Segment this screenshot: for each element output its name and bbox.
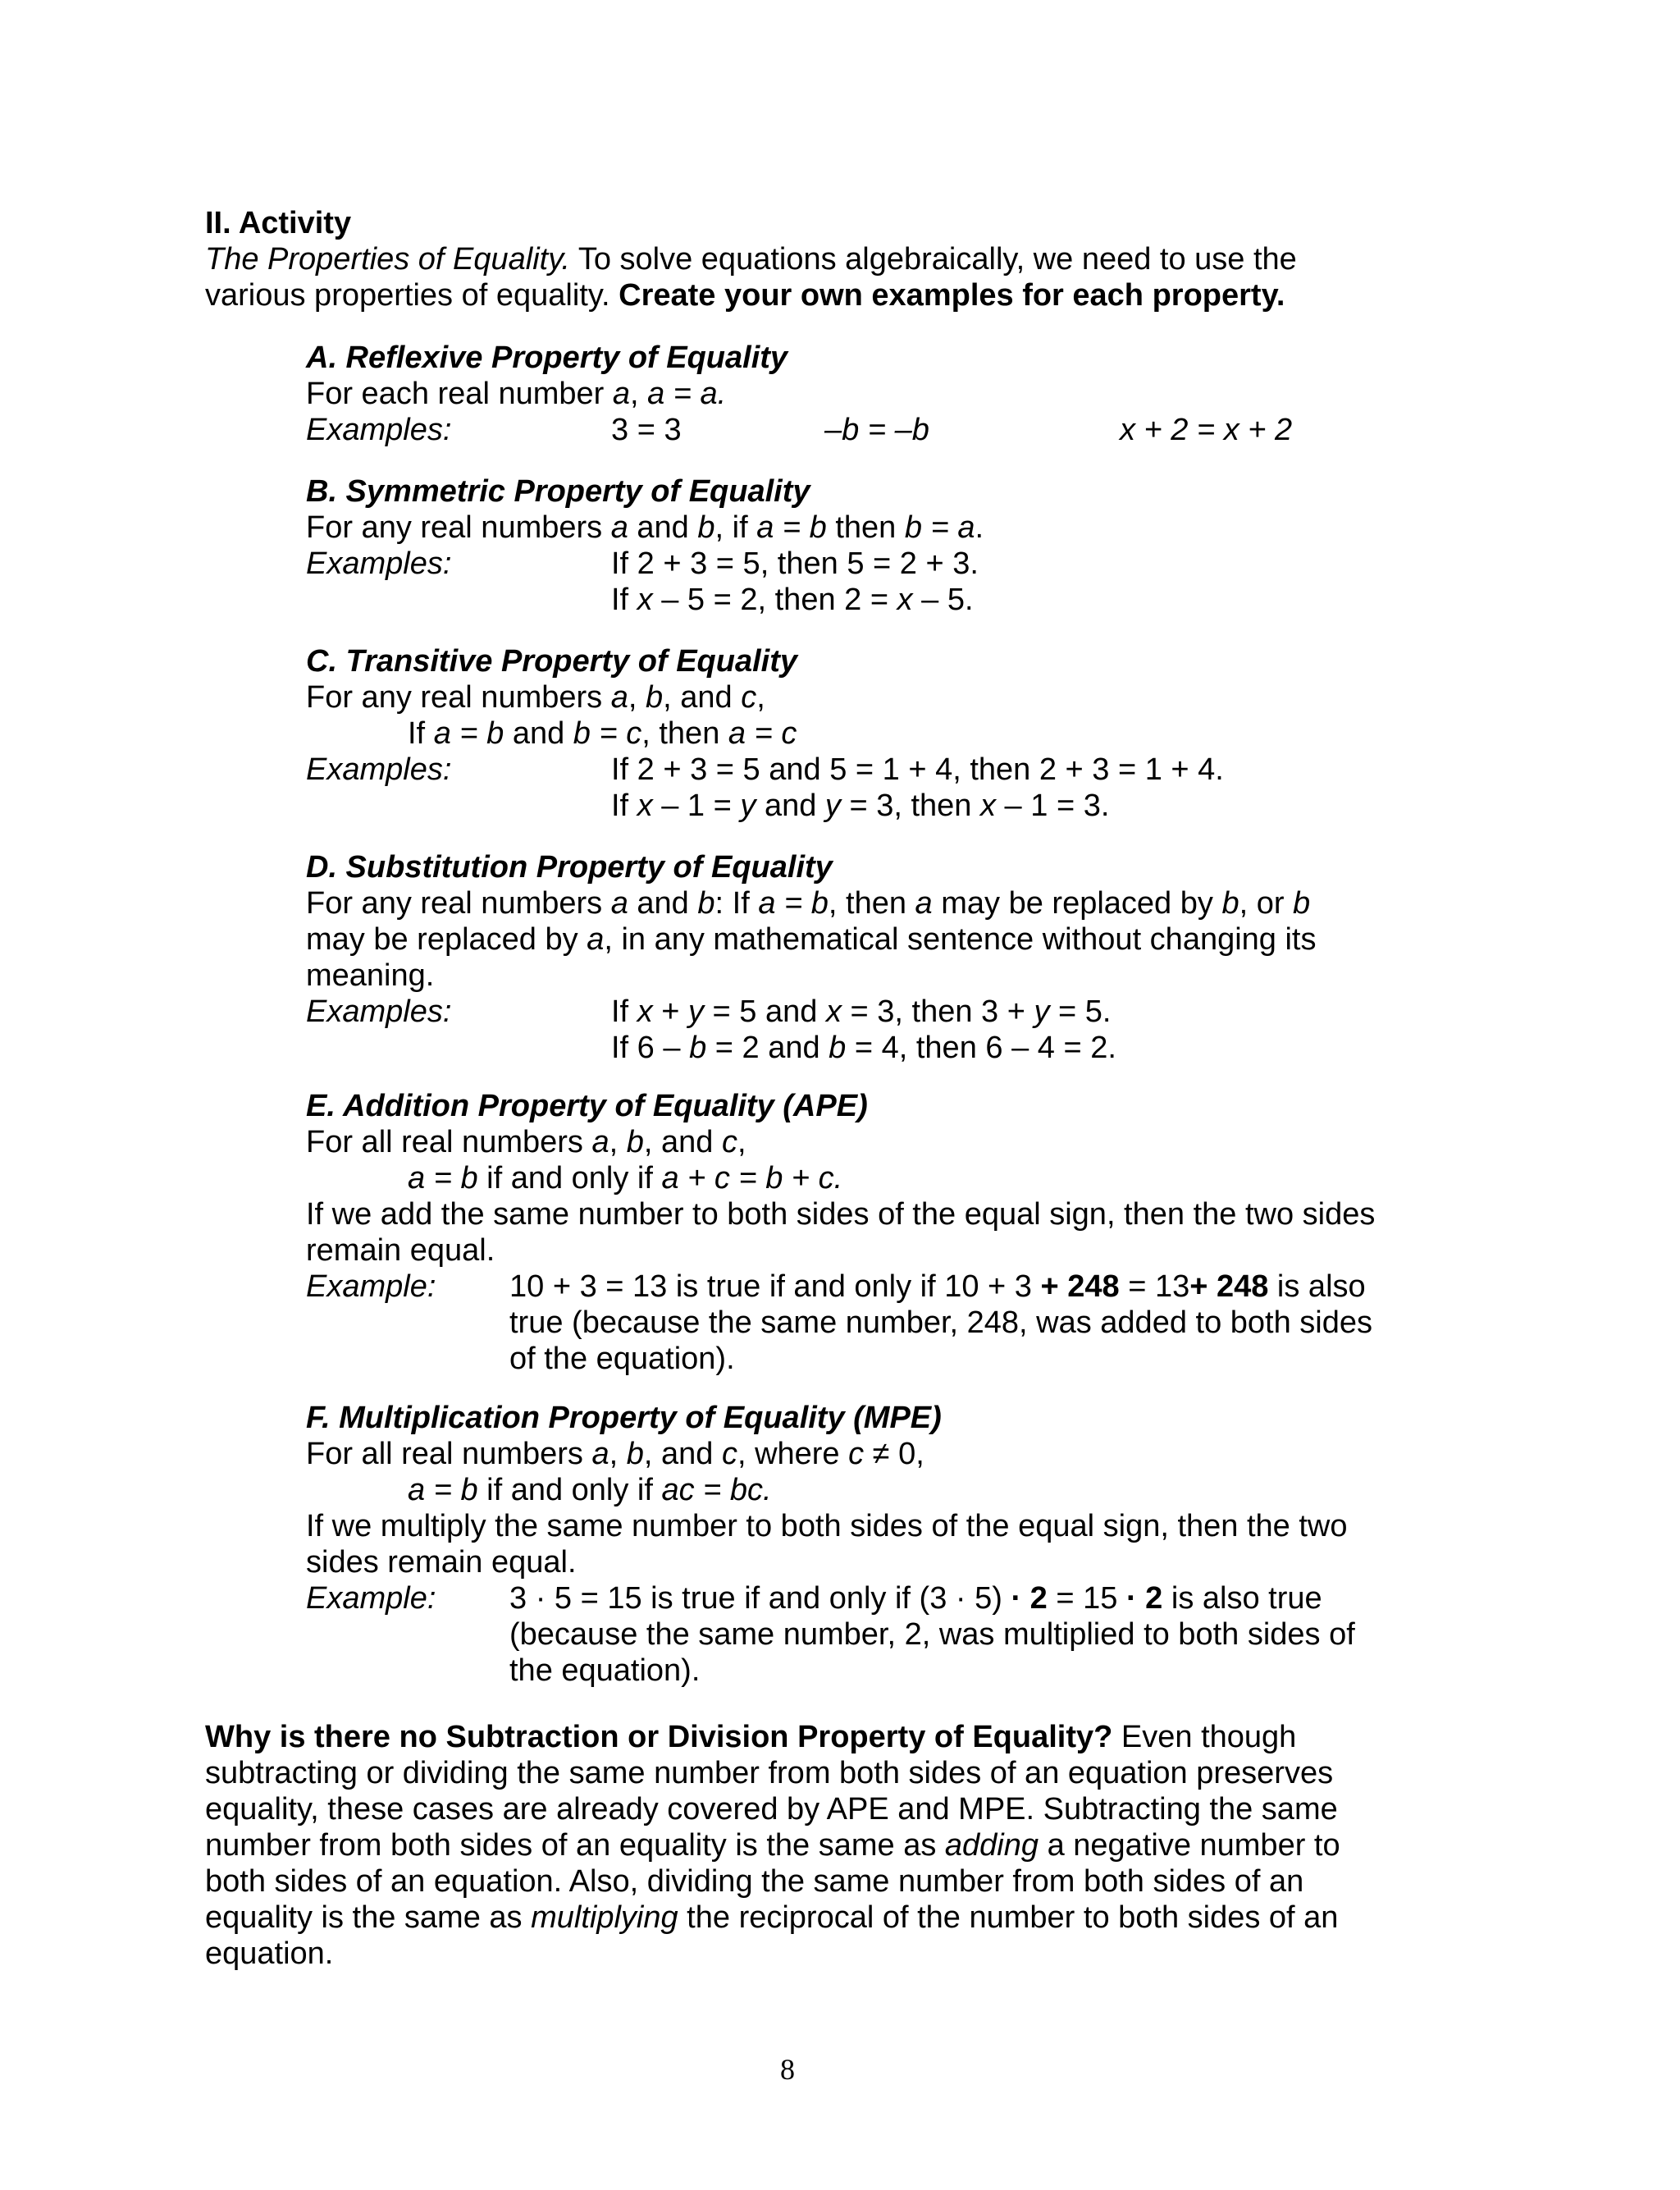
why-line-2: subtracting or dividing the same number from both sides of an equation preserves <box>205 1756 1334 1790</box>
intro-instruction: Create your own examples for each property. <box>619 278 1285 313</box>
bold-term: + 248 <box>1040 1269 1120 1304</box>
var: x <box>637 583 653 617</box>
text: , <box>737 1125 746 1159</box>
property-b-example-2 <box>611 582 974 618</box>
var: b <box>689 1031 707 1065</box>
intro-line-2 <box>205 277 1285 313</box>
property-d-definition-line-3: meaning. <box>306 958 435 993</box>
var: a = b <box>408 1473 478 1507</box>
property-e-definition <box>306 1124 746 1160</box>
text: = 5 and <box>704 994 826 1029</box>
why-line-4 <box>205 1827 1340 1863</box>
text: and <box>628 510 698 545</box>
var: c <box>741 680 757 715</box>
var: b <box>626 1125 644 1159</box>
var: y <box>1034 994 1050 1029</box>
property-f-example-line-2: (because the same number, 2, was multiplied to both sides of <box>509 1617 1355 1652</box>
var: a <box>610 510 628 545</box>
var: c <box>721 1125 737 1159</box>
property-a-example-3: x + 2 = x + 2 <box>1120 413 1293 447</box>
var: x <box>980 789 996 823</box>
text: , where <box>737 1437 849 1471</box>
text: = 4, then 6 – 4 = 2. <box>846 1031 1116 1065</box>
text: ≠ 0, <box>864 1437 924 1471</box>
text: For each real number <box>306 377 613 411</box>
bold-term: · 2 <box>1011 1581 1048 1616</box>
text: , and <box>643 1125 722 1159</box>
property-a-title: A. Reflexive Property of Equality <box>306 341 788 375</box>
property-c-rule <box>408 716 797 752</box>
text: = 2 and <box>706 1031 829 1065</box>
text: If <box>611 789 637 823</box>
var: a <box>610 886 628 921</box>
property-f-example-line-3: the equation). <box>509 1653 701 1688</box>
property-e-example-line-1 <box>509 1269 1366 1305</box>
text: , and <box>643 1437 722 1471</box>
property-f-text-line-1: If we multiply the same number to both sides of the equal sign, then the two <box>306 1509 1348 1543</box>
var: y <box>688 994 704 1029</box>
why-line-1 <box>205 1719 1296 1755</box>
var: x <box>825 994 842 1029</box>
property-a-example-2: –b = –b <box>824 413 929 447</box>
property-d-title: D. Substitution Property of Equality <box>306 850 833 885</box>
intro-rest: To solve equations algebraically, we need to use the <box>569 242 1297 277</box>
var: a <box>610 680 628 715</box>
property-e-example-line-2: true (because the same number, 248, was added to both sides <box>509 1305 1372 1340</box>
text: a negative number to <box>1039 1828 1340 1863</box>
text: , <box>609 1125 627 1159</box>
text: number from both sides of an equality is the same as <box>205 1828 945 1863</box>
var: a = b <box>408 1161 478 1196</box>
var: a = a. <box>647 377 727 411</box>
text: – 5 = 2, then 2 = <box>652 583 897 617</box>
property-c-example-1: If 2 + 3 = 5 and 5 = 1 + 4, then 2 + 3 = 1 + 4. <box>611 752 1224 787</box>
var: a = b <box>758 886 829 921</box>
text: , then <box>641 716 728 751</box>
var: a <box>587 922 605 957</box>
var: y <box>740 789 756 823</box>
var: a <box>612 377 630 411</box>
text: = 5. <box>1049 994 1112 1029</box>
text: and <box>504 716 573 751</box>
property-f-example-label: Example: <box>306 1581 436 1616</box>
property-d-examples-label: Examples: <box>306 994 452 1029</box>
intro-line-1 <box>205 241 1297 277</box>
var: a + c = b + c. <box>661 1161 843 1196</box>
property-d-example-1 <box>611 994 1111 1030</box>
emphasis: multiplying <box>531 1900 678 1935</box>
var: b = a <box>904 510 975 545</box>
var: a <box>915 886 933 921</box>
property-f-title: F. Multiplication Property of Equality (MPE) <box>306 1401 942 1435</box>
property-d-example-2 <box>611 1030 1116 1066</box>
text: – 1 = 3. <box>996 789 1110 823</box>
text: may be replaced by <box>932 886 1222 921</box>
property-a-examples-label: Examples: <box>306 413 452 447</box>
var: a <box>591 1437 609 1471</box>
text: For any real numbers <box>306 680 611 715</box>
text: If 6 – <box>611 1031 690 1065</box>
why-line-6 <box>205 1900 1338 1936</box>
property-a-example-1: 3 = 3 <box>611 413 682 447</box>
text: , <box>609 1437 627 1471</box>
text: is also <box>1268 1269 1366 1304</box>
property-a-definition <box>306 376 726 412</box>
text: For any real numbers <box>306 886 611 921</box>
text: + <box>652 994 688 1029</box>
text: , if <box>714 510 757 545</box>
text: and <box>628 886 698 921</box>
var: x <box>897 583 913 617</box>
var: b <box>697 886 715 921</box>
intro-line2-text: various properties of equality. <box>205 278 619 313</box>
text: : If <box>714 886 759 921</box>
why-line-5: both sides of an equation. Also, dividing the same number from both sides of an <box>205 1864 1304 1899</box>
property-e-example-line-3: of the equation). <box>509 1342 735 1376</box>
property-c-examples-label: Examples: <box>306 752 452 787</box>
text: 3 · 5 = 15 is true if and only if (3 · 5) <box>509 1581 1011 1616</box>
var: b <box>1293 886 1311 921</box>
page-number: 8 <box>780 2053 795 2086</box>
property-c-example-2 <box>611 788 1109 824</box>
text: . <box>975 510 984 545</box>
text: equality is the same as <box>205 1900 532 1935</box>
text: then <box>826 510 905 545</box>
property-e-title: E. Addition Property of Equality (APE) <box>306 1089 868 1123</box>
text: If <box>611 583 637 617</box>
var: b <box>626 1437 644 1471</box>
var: b = c <box>573 716 642 751</box>
var: c <box>848 1437 865 1471</box>
text: For all real numbers <box>306 1125 592 1159</box>
text: , or <box>1239 886 1294 921</box>
var: x <box>637 994 653 1029</box>
text: if and only if <box>477 1473 662 1507</box>
text: For any real numbers <box>306 510 611 545</box>
why-line-7: equation. <box>205 1936 334 1971</box>
property-f-definition <box>306 1436 924 1472</box>
text: If <box>611 994 637 1029</box>
var: b <box>1221 886 1239 921</box>
text: = 13 <box>1119 1269 1190 1304</box>
text: , <box>629 377 648 411</box>
property-d-definition-line-1 <box>306 885 1310 921</box>
property-b-definition <box>306 510 984 546</box>
text: if and only if <box>477 1161 662 1196</box>
why-line-3: equality, these cases are already covered by APE and MPE. Subtracting the same <box>205 1792 1338 1827</box>
property-b-example-1: If 2 + 3 = 5, then 5 = 2 + 3. <box>611 546 979 581</box>
text: For all real numbers <box>306 1437 592 1471</box>
text: the reciprocal of the number to both sides of an <box>678 1900 1339 1935</box>
text: If <box>408 716 434 751</box>
property-f-text-line-2: sides remain equal. <box>306 1545 577 1580</box>
var: ac = bc. <box>661 1473 772 1507</box>
text: and <box>756 789 825 823</box>
text: = 3, then 3 + <box>841 994 1034 1029</box>
bold-term: + 248 <box>1189 1269 1269 1304</box>
var: b <box>645 680 664 715</box>
property-b-title: B. Symmetric Property of Equality <box>306 474 810 509</box>
property-f-example-line-1 <box>509 1580 1322 1616</box>
var: a = b <box>433 716 504 751</box>
emphasis: adding <box>944 1828 1039 1863</box>
text: Even though <box>1112 1720 1297 1754</box>
property-e-rule <box>408 1160 842 1196</box>
text: is also true <box>1162 1581 1322 1616</box>
text: , then <box>828 886 915 921</box>
text: = 15 <box>1047 1581 1126 1616</box>
var: b <box>697 510 715 545</box>
property-d-definition-line-2 <box>306 921 1316 958</box>
text: = 3, then <box>840 789 980 823</box>
text: , <box>628 680 646 715</box>
var: b <box>829 1031 847 1065</box>
var: x <box>637 789 653 823</box>
intro-lead: The Properties of Equality. <box>205 242 570 277</box>
property-b-examples-label: Examples: <box>306 546 452 581</box>
property-c-definition <box>306 679 765 716</box>
text: , <box>756 680 765 715</box>
var: y <box>824 789 841 823</box>
property-e-text-line-1: If we add the same number to both sides of the equal sign, then the two sides <box>306 1197 1376 1232</box>
text: , and <box>663 680 742 715</box>
text: – 5. <box>912 583 974 617</box>
text: 10 + 3 = 13 is true if and only if 10 + 3 <box>509 1269 1041 1304</box>
property-f-rule <box>408 1472 772 1508</box>
why-question: Why is there no Subtraction or Division Property of Equality? <box>205 1720 1113 1754</box>
property-e-text-line-2: remain equal. <box>306 1233 495 1268</box>
var: c <box>721 1437 737 1471</box>
bold-term: · 2 <box>1125 1581 1163 1616</box>
var: a = b <box>756 510 827 545</box>
property-e-example-label: Example: <box>306 1269 436 1304</box>
text: , in any mathematical sentence without changing its <box>604 922 1317 957</box>
text: – 1 = <box>652 789 741 823</box>
property-c-title: C. Transitive Property of Equality <box>306 644 798 679</box>
var: a = c <box>728 716 797 751</box>
text: may be replaced by <box>306 922 587 957</box>
section-heading: II. Activity <box>205 206 352 240</box>
var: a <box>591 1125 609 1159</box>
